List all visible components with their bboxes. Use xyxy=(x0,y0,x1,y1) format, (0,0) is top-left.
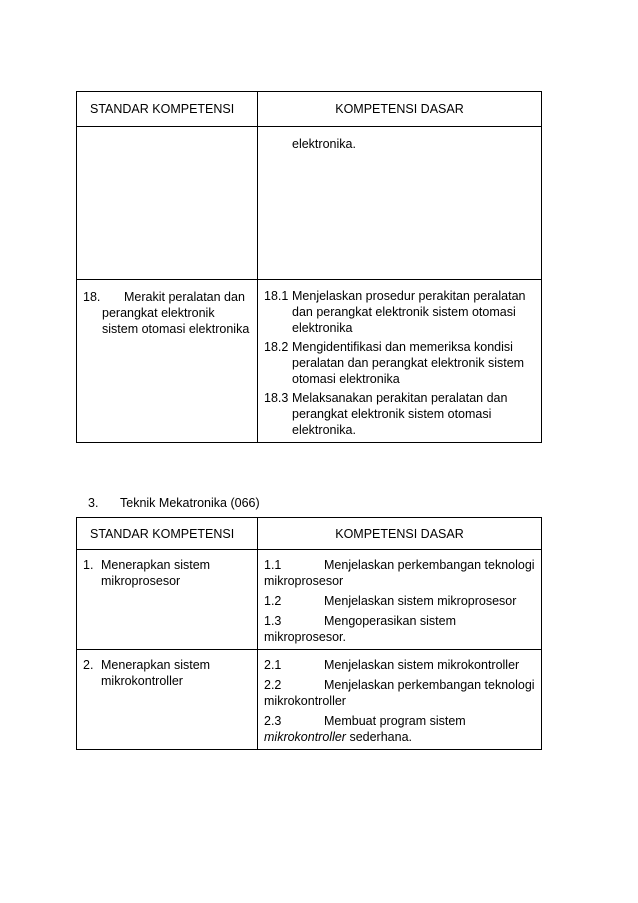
competency-18-1 xyxy=(264,288,535,336)
standard-18 xyxy=(77,280,257,337)
competency-2-1 xyxy=(264,657,535,673)
competency-number: 1.2 xyxy=(264,594,282,608)
competency-text: Menjelaskan perkembangan teknologi mikrokontroller xyxy=(264,678,535,708)
competency-1-2 xyxy=(264,593,535,609)
section-heading xyxy=(88,495,260,511)
standard-text: Menerapkan sistem mikroprosesor xyxy=(101,558,211,588)
competency-1-3 xyxy=(264,613,535,645)
standard-cell-18 xyxy=(77,280,258,443)
header-standar-kompetensi xyxy=(77,518,258,550)
competency-number: 2.3 xyxy=(264,714,282,728)
header-kompetensi-label: KOMPETENSI DASAR xyxy=(335,526,464,541)
competency-18-2 xyxy=(264,339,535,387)
empty-standard-cell xyxy=(77,127,258,280)
standard-number: 1. xyxy=(83,558,94,572)
competency-text-before: Membuat program sistem xyxy=(324,714,466,728)
competency-number: 1.3 xyxy=(264,614,282,628)
competency-text: Melaksanakan perakitan peralatan dan perangkat elektronik sistem otomasi elektronika. xyxy=(292,391,508,437)
standard-cell-2 xyxy=(77,650,258,750)
standard-18-number: 18. xyxy=(83,290,101,304)
standard-18-text: Merakit peralatan dan perangkat elektronik sistem otomasi elektronika xyxy=(102,290,250,336)
continuation-cell xyxy=(258,127,542,280)
standard-1 xyxy=(83,557,251,589)
competencies-cell-18 xyxy=(258,280,542,443)
competency-text: Menjelaskan prosedur perakitan peralatan dan perangkat elektronik sistem otomasi elektronika xyxy=(292,289,526,335)
header-standar-kompetensi xyxy=(77,92,258,127)
header-kompetensi-label: KOMPETENSI DASAR xyxy=(335,102,464,116)
competency-number: 2.2 xyxy=(264,678,282,692)
header-standar-label: STANDAR KOMPETENSI xyxy=(90,526,235,541)
competency-1-1 xyxy=(264,557,535,589)
competency-2-3 xyxy=(264,713,535,745)
competencies-cell-1 xyxy=(258,550,542,650)
competency-text-italic: mikrokontroller xyxy=(264,730,346,744)
continuation-text: elektronika. xyxy=(292,137,356,151)
competency-18-3 xyxy=(264,390,535,438)
section-number: 3. xyxy=(88,496,99,510)
competency-table-mekatronika xyxy=(76,517,542,750)
competency-text: Mengidentifikasi dan memeriksa kondisi peralatan dan perangkat elektronik sistem otomasi elektronika xyxy=(292,340,525,386)
competencies-cell-2 xyxy=(258,650,542,750)
standard-text: Menerapkan sistem mikrokontroller xyxy=(101,658,211,688)
standard-cell-1 xyxy=(77,550,258,650)
competency-text: Menjelaskan sistem mikrokontroller xyxy=(324,658,520,672)
competency-number: 18.2 xyxy=(264,340,289,354)
competency-text: Mengoperasikan sistem mikroprosesor. xyxy=(264,614,457,644)
header-kompetensi-dasar xyxy=(258,518,542,550)
standard-2 xyxy=(83,657,251,689)
competency-text-after: sederhana. xyxy=(349,730,413,744)
competency-number: 1.1 xyxy=(264,558,282,572)
competency-2-2 xyxy=(264,677,535,709)
header-kompetensi-dasar xyxy=(258,92,542,127)
section-title-text: Teknik Mekatronika (066) xyxy=(120,496,260,510)
competency-number: 18.1 xyxy=(264,289,289,303)
competency-table-continued xyxy=(76,91,542,443)
competency-text: Menjelaskan sistem mikroprosesor xyxy=(324,594,517,608)
competency-number: 18.3 xyxy=(264,391,289,405)
competency-text: Menjelaskan perkembangan teknologi mikroprosesor xyxy=(264,558,535,588)
standard-number: 2. xyxy=(83,658,94,672)
competency-number: 2.1 xyxy=(264,658,282,672)
header-standar-label: STANDAR KOMPETENSI xyxy=(90,102,235,116)
